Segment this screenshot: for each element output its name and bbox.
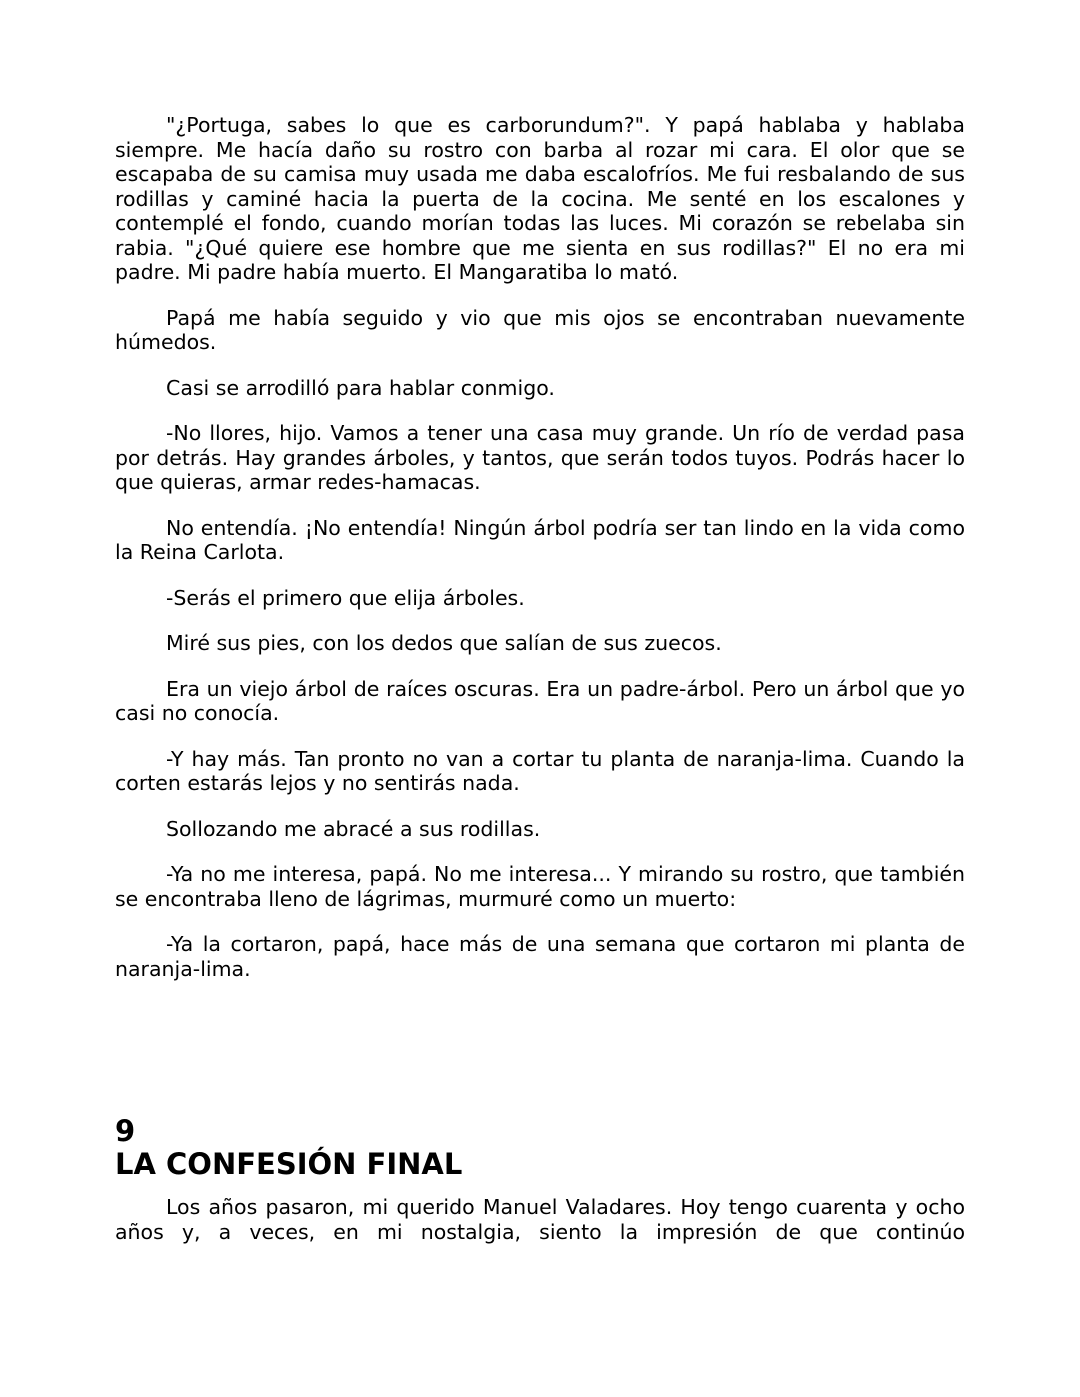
paragraph: Papá me había seguido y vio que mis ojos se encontraban nuevamente húmedos.: [115, 305, 965, 354]
document-page: [115, 113, 965, 1265]
paragraph: -Ya la cortaron, papá, hace más de una semana que cortaron mi planta de naranja-lima.: [115, 932, 965, 981]
paragraph: -Serás el primero que elija árboles.: [166, 585, 525, 610]
paragraph: -Ya no me interesa, papá. No me interesa... Y mirando su rostro, que también se encontraba lleno de lágrimas, murmuré como un muerto:: [115, 862, 965, 911]
paragraph: Sollozando me abracé a sus rodillas.: [166, 816, 541, 841]
paragraph: Casi se arrodilló para hablar conmigo.: [166, 375, 555, 400]
chapter-title: LA CONFESIÓN FINAL: [115, 1147, 463, 1181]
paragraph: Miré sus pies, con los dedos que salían de sus zuecos.: [166, 631, 722, 655]
paragraph: Era un viejo árbol de raíces oscuras. Era un padre-árbol. Pero un árbol que yo casi no conocía.: [115, 676, 965, 725]
chapter-number: 9: [115, 1114, 136, 1148]
chapter-heading: [115, 1115, 965, 1181]
paragraph: -Y hay más. Tan pronto no van a cortar tu planta de naranja-lima. Cuando la corten estarás lejos y no sentirás nada.: [115, 746, 965, 795]
paragraph: "¿Portuga, sabes lo que es carborundum?". Y papá hablaba y hablaba siempre. Me hacía daño su rostro con barba al rozar mi cara. El olor que se escapaba de su camisa muy usada me daba escalofríos. Me fui resbalando de sus rodillas y caminé hacia la puerta de la cocina. Me senté en los escalones y contemplé el fondo, cuando morían todas las luces. Mi corazón se rebelaba sin rabia. "¿Qué quiere ese hombre que me sienta en sus rodillas?" El no era mi padre. Mi padre había muerto. El Mangaratiba lo mató.: [115, 113, 965, 284]
paragraph: No entendía. ¡No entendía! Ningún árbol podría ser tan lindo en la vida como la Reina Carlota.: [115, 515, 965, 564]
paragraph: -No llores, hijo. Vamos a tener una casa muy grande. Un río de verdad pasa por detrás. Hay grandes árboles, y tantos, que serán todos tuyos. Podrás hacer lo que quieras, armar redes-hamacas.: [115, 421, 965, 494]
paragraph: Los años pasaron, mi querido Manuel Valadares. Hoy tengo cuarenta y ocho años y, a veces, en mi nostalgia, siento la impresión de que continúo: [115, 1195, 965, 1244]
